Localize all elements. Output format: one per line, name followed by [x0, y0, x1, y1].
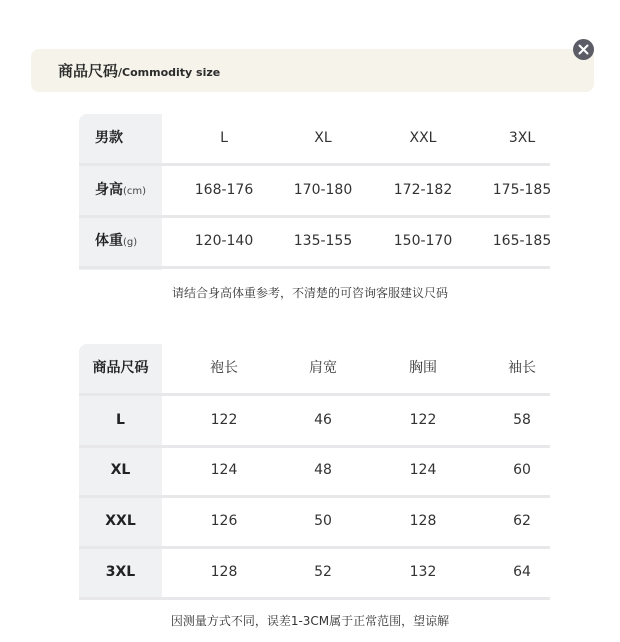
table-cell: 170-180	[293, 182, 353, 198]
row-label-unit: (cm)	[123, 186, 147, 197]
row-label-height	[79, 166, 162, 215]
table-cell: 165-185	[492, 233, 552, 249]
table-cell: 46	[314, 412, 332, 428]
table-cell: 120-140	[194, 233, 254, 249]
table-cell: 124	[409, 462, 437, 478]
close-button[interactable]	[573, 39, 594, 60]
size-header: XXL	[409, 130, 437, 146]
table-cell: 128	[210, 564, 238, 580]
table-cell: 175-185	[492, 182, 552, 198]
row-label-unit: (g)	[123, 237, 138, 248]
column-header: 肩宽	[309, 360, 337, 376]
row-label-text: 身高	[95, 182, 123, 198]
size-label: 3XL	[105, 564, 136, 580]
size-header: XL	[314, 130, 332, 146]
table-row	[79, 396, 550, 448]
size-label: L	[116, 412, 125, 428]
header-commodity-size: 商品尺码	[92, 360, 149, 376]
table-cell: 126	[210, 513, 238, 529]
height-weight-note: 请结合身高体重参考，不清楚的可咨询客服建议尺码	[171, 286, 448, 300]
table-cell: 132	[409, 564, 437, 580]
row-label-weight	[79, 217, 162, 266]
table-header-row	[79, 344, 550, 396]
table-row	[79, 446, 550, 498]
table-cell: 64	[513, 564, 531, 580]
table-cell: 168-176	[194, 182, 254, 198]
table-cell: 58	[513, 412, 531, 428]
table-row	[79, 548, 550, 600]
table-cell: 150-170	[393, 233, 453, 249]
title-en: /Commodity size	[118, 66, 221, 79]
size-label: XL	[110, 462, 131, 478]
table-header-row	[79, 114, 550, 166]
height-weight-table	[79, 114, 550, 270]
header-mens: 男款	[95, 130, 123, 146]
table-cell: 128	[409, 513, 437, 529]
table-cell: 62	[513, 513, 531, 529]
title-zh: 商品尺码	[58, 62, 119, 80]
size-label: XXL	[105, 513, 136, 529]
table-cell: 135-155	[293, 233, 353, 249]
measurement-note: 因测量方式不同，误差1-3CM属于正常范围，望谅解	[170, 614, 450, 628]
table-cell: 48	[314, 462, 332, 478]
table-row-weight	[79, 217, 550, 269]
column-header: 袍长	[210, 360, 238, 376]
close-icon	[578, 44, 589, 55]
table-cell: 124	[210, 462, 238, 478]
table-cell: 60	[513, 462, 531, 478]
table-cell: 122	[409, 412, 437, 428]
page-title	[58, 49, 220, 92]
column-header: 袖长	[508, 360, 536, 376]
size-header: 3XL	[508, 130, 536, 146]
table-cell: 52	[314, 564, 332, 580]
measurement-table	[79, 344, 550, 600]
table-row-height	[79, 166, 550, 218]
header-banner	[31, 49, 594, 92]
table-cell: 50	[314, 513, 332, 529]
column-header: 胸围	[409, 360, 437, 376]
table-row	[79, 497, 550, 549]
table-cell: 122	[210, 412, 238, 428]
row-label-text: 体重	[95, 233, 123, 249]
size-header: L	[220, 130, 228, 146]
table-cell: 172-182	[393, 182, 453, 198]
